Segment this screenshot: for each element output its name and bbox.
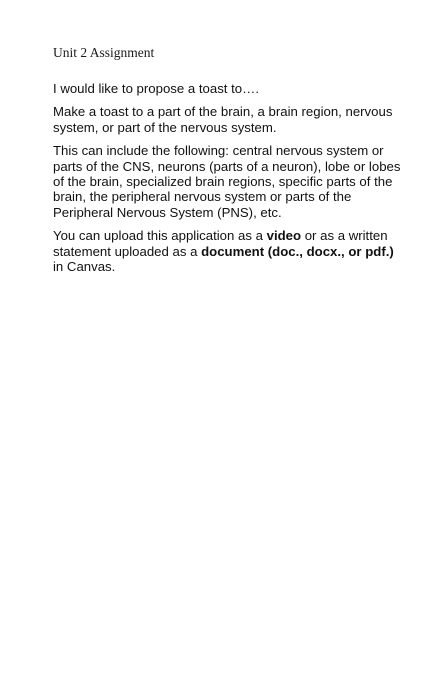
instruction-paragraph: Make a toast to a part of the brain, a brain region, nervous system, or part of the nervous system. [53, 104, 393, 135]
include-paragraph: This can include the following: central nervous system or parts of the CNS, neurons (parts of a neuron), lobe or lobes of the brain, specialized brain regions, specific parts of the brain, the peripheral nervous system or parts of the Peripheral Nervous System (PNS), etc. [53, 143, 401, 220]
upload-text-3: in Canvas. [53, 259, 116, 275]
document-title: Unit 2 Assignment [53, 45, 155, 60]
upload-text-1: You can upload this application as a [53, 228, 267, 244]
document-page [53, 44, 401, 282]
intro-paragraph: I would like to propose a toast to…. [53, 81, 259, 96]
upload-document-emphasis: document (doc., docx., or pdf.) [201, 243, 394, 259]
upload-paragraph [53, 228, 401, 274]
upload-text-2: or as a written statement uploaded as a [53, 228, 388, 259]
upload-video-emphasis: video [266, 228, 302, 244]
